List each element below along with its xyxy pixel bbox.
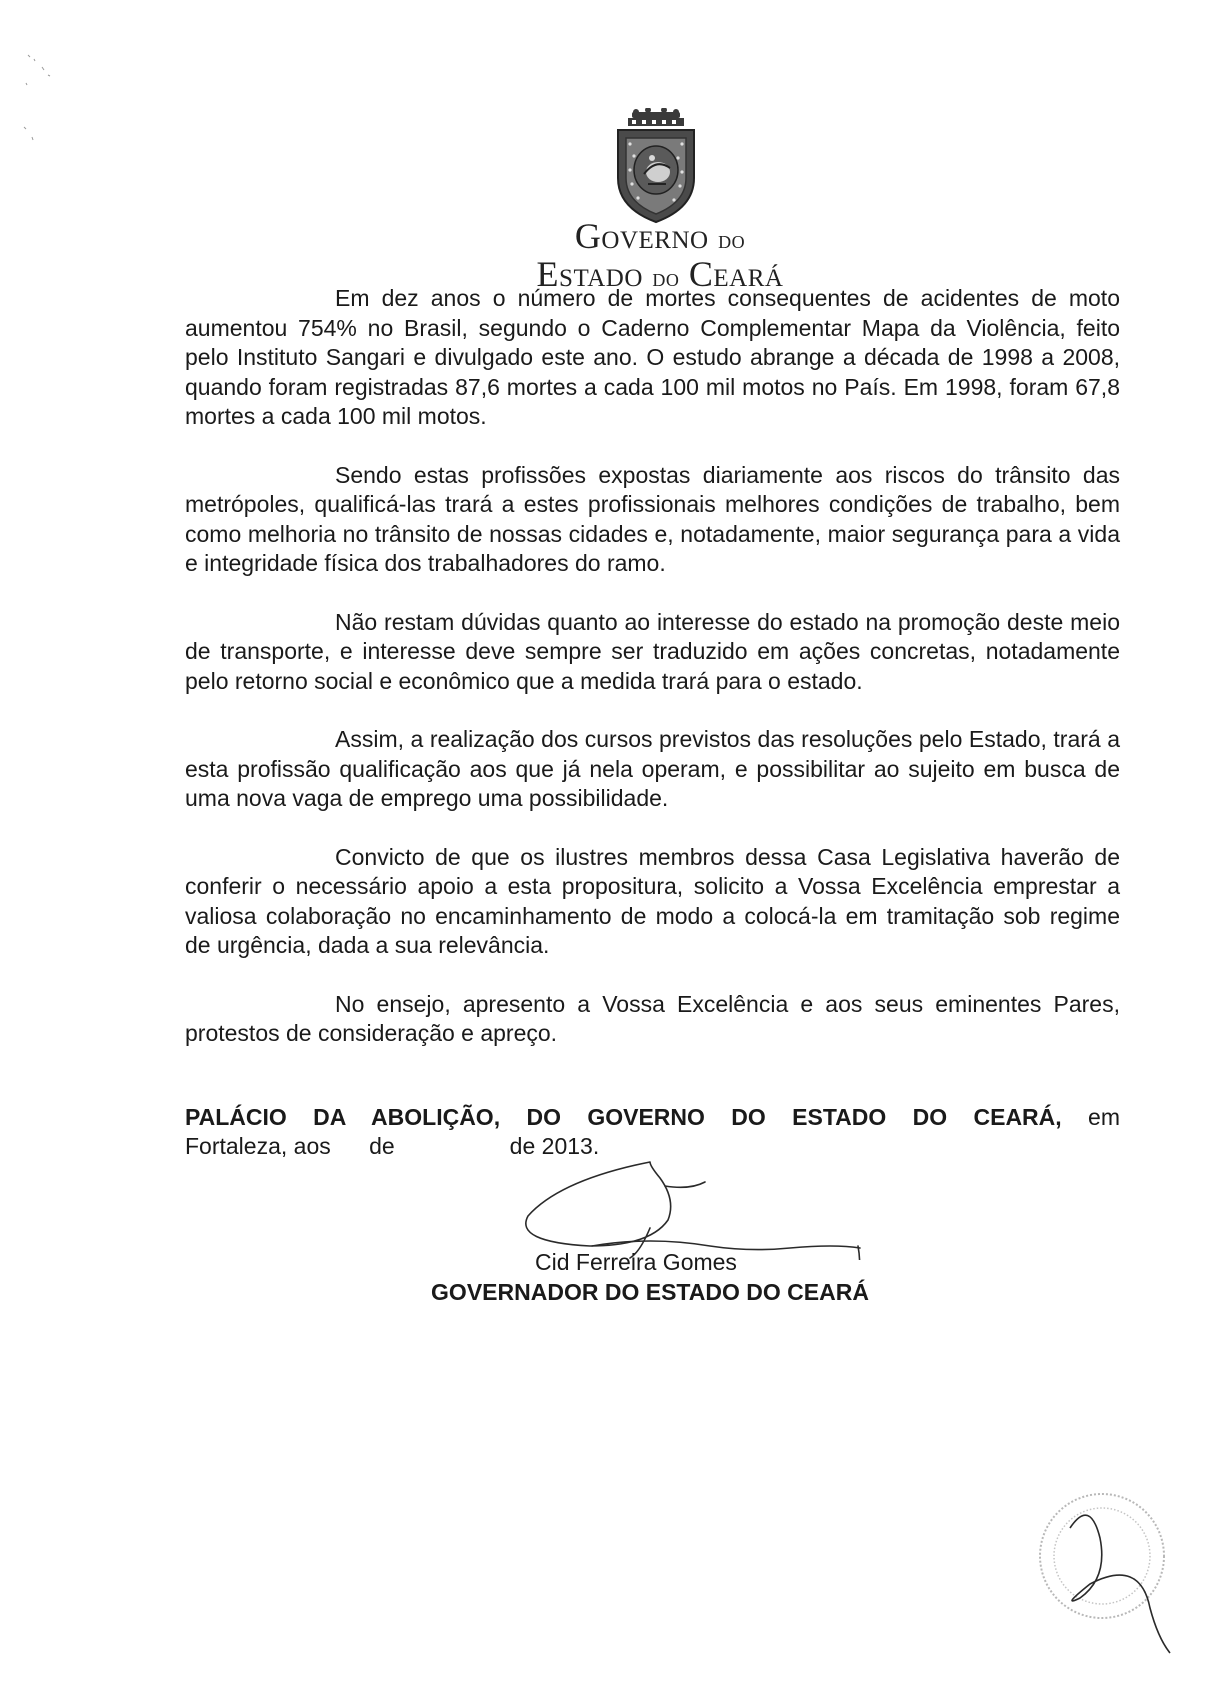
closing-em: em: [1088, 1104, 1120, 1130]
paragraph-2: Sendo estas profissões expostas diariamente aos riscos do trânsito das metrópoles, qualificá-las trará a estes profissionais melhores condições de trabalho, bem como melhoria no trânsito de nossas cidades e, notadamente, maior segurança para a vida e integridade física dos trabalhadores do ramo.: [185, 461, 1120, 576]
place-date: Fortaleza, aos de de 2013.: [185, 1133, 600, 1159]
signer-title: GOVERNADOR DO ESTADO DO CEARÁ: [431, 1279, 869, 1305]
letterhead-do-2: do: [652, 263, 680, 292]
letterhead-governo: Governo: [574, 216, 709, 256]
letterhead-do-1: do: [718, 225, 746, 254]
paragraph-4: Assim, a realização dos cursos previstos das resoluções pelo Estado, trará a esta profissão qualificação aos que já nela operam, e possibilitar ao sujeito em busca de uma nova vaga de emprego uma possibilidade.: [185, 726, 1120, 811]
paragraph-3: Não restam dúvidas quanto ao interesse do estado na promoção deste meio de transporte, e interesse deve sempre ser traduzido em ações concretas, notadamente pelo retorno social e econômico que a medida trará para o estado.: [185, 608, 1120, 694]
scan-marks: [20, 45, 60, 155]
paragraph-1: Em dez anos o número de mortes consequentes de acidentes de moto aumentou 754% no Brasil, segundo o Caderno Complementar Mapa da Violência, feito pelo Instituto Sangari e divulgado este ano. O estudo abrange a década de 1998 a 2008, quando foram registradas 87,6 mortes a cada 100 mil motos no País. Em 1998, foram 67,8 mortes a cada 100 mil motos.: [185, 285, 1120, 429]
letterhead-estado: Estado: [536, 254, 643, 294]
signature-icon: [500, 1150, 880, 1260]
palace-name: PALÁCIO DA ABOLIÇÃO, DO GOVERNO DO ESTADO DO CEARÁ,: [185, 1104, 1062, 1130]
paragraph-6: No ensejo, apresento a Vossa Excelência e aos seus eminentes Pares, protestos de consideração e apreço.: [185, 990, 1120, 1046]
letterhead-ceara: Ceará: [688, 254, 784, 294]
stamp-icon: [1030, 1488, 1180, 1658]
letter-body: [185, 284, 1120, 1078]
paragraph-5: Convicto de que os ilustres membros dessa Casa Legislativa haverão de conferir o necessário apoio a esta propositura, solicito a Vossa Excelência emprestar a valiosa colaboração no encaminhamento de modo a colocá-la em tramitação sob regime de urgência, dada a sua relevância.: [185, 843, 1120, 958]
signer-name: Cid Ferreira Gomes: [535, 1249, 737, 1275]
coat-of-arms-icon: [608, 108, 704, 224]
closing-palace-line: [185, 1103, 1120, 1132]
government-letterhead: [380, 218, 940, 292]
